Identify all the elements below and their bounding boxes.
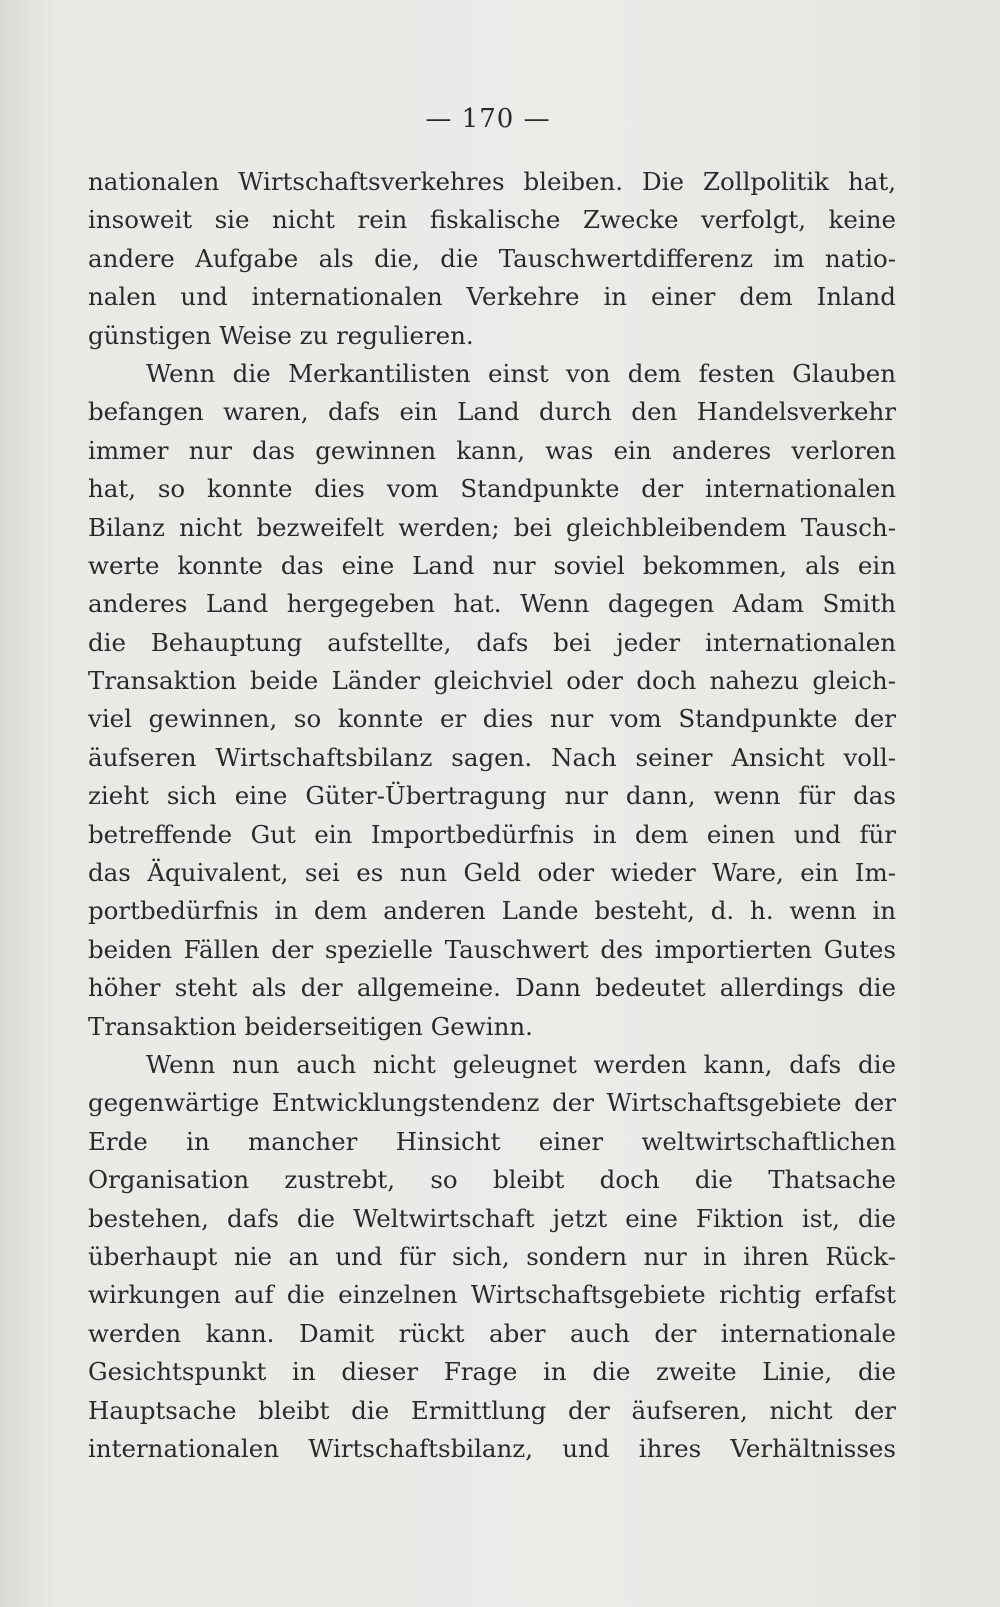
- text-line: Bilanz nicht bezweifelt werden; bei gleichbleibendem Tausch-: [88, 512, 896, 542]
- text-line: Gesichtspunkt in dieser Frage in die zweite Linie, die: [88, 1357, 896, 1387]
- text-line: betreffende Gut ein Importbedürfnis in dem einen und für: [88, 819, 896, 849]
- text-line: nalen und internationalen Verkehre in einer dem Inland: [88, 282, 896, 312]
- text-line: Transaktion beiderseitigen Gewinn.: [88, 1011, 533, 1041]
- text-line: nationalen Wirtschaftsverkehres bleiben. Die Zollpolitik hat,: [88, 167, 896, 196]
- text-line: immer nur das gewinnen kann, was ein anderes verloren: [88, 435, 896, 465]
- text-line: insoweit sie nicht rein fiskalische Zwecke verfolgt, keine: [88, 205, 896, 235]
- page-number: — 170 —: [425, 104, 551, 134]
- text-line: das Äquivalent, sei es nun Geld oder wieder Ware, ein Im-: [88, 858, 896, 888]
- text-line: werden kann. Damit rückt aber auch der internationale: [88, 1318, 896, 1348]
- text-line: andere Aufgabe als die, die Tauschwertdifferenz im natio-: [88, 243, 896, 273]
- text-line: internationalen Wirtschaftsbilanz, und ihres Verhältnisses: [88, 1433, 896, 1463]
- text-line: beiden Fällen der spezielle Tauschwert des importierten Gutes: [88, 934, 896, 964]
- paragraph-first-line: Wenn die Merkantilisten einst von dem festen Glauben: [146, 358, 896, 388]
- text-line: werte konnte das eine Land nur soviel bekommen, als ein: [88, 550, 896, 580]
- text-line: günstigen Weise zu regulieren.: [88, 320, 474, 350]
- paragraph-first-line: Wenn nun auch nicht geleugnet werden kann, dafs die: [146, 1049, 896, 1079]
- text-line: befangen waren, dafs ein Land durch den Handelsverkehr: [88, 397, 896, 427]
- text-line: bestehen, dafs die Weltwirtschaft jetzt eine Fiktion ist, die: [88, 1203, 896, 1233]
- text-line: Erde in mancher Hinsicht einer weltwirtschaftlichen: [88, 1126, 896, 1156]
- text-line: portbedürfnis in dem anderen Lande besteht, d. h. wenn in: [88, 896, 896, 926]
- text-line: äufseren Wirtschaftsbilanz sagen. Nach seiner Ansicht voll-: [88, 742, 896, 772]
- text-line: Transaktion beide Länder gleichviel oder doch nahezu gleich-: [88, 666, 896, 696]
- text-line: höher steht als der allgemeine. Dann bedeutet allerdings die: [88, 973, 896, 1003]
- text-line: Hauptsache bleibt die Ermittlung der äufseren, nicht der: [88, 1395, 896, 1425]
- text-line: Organisation zustrebt, so bleibt doch die Thatsache: [88, 1165, 896, 1195]
- text-line: hat, so konnte dies vom Standpunkte der internationalen: [88, 474, 896, 504]
- text-line: gegenwärtige Entwicklungstendenz der Wirtschaftsgebiete der: [88, 1088, 896, 1118]
- body-text: [88, 163, 896, 1468]
- text-line: wirkungen auf die einzelnen Wirtschaftsgebiete richtig erfafst: [88, 1280, 896, 1310]
- text-line: viel gewinnen, so konnte er dies nur vom Standpunkte der: [88, 704, 896, 734]
- text-line: anderes Land hergegeben hat. Wenn dagegen Adam Smith: [88, 589, 896, 619]
- text-line: überhaupt nie an und für sich, sondern nur in ihren Rück-: [88, 1241, 896, 1271]
- text-line: zieht sich eine Güter-Übertragung nur dann, wenn für das: [88, 781, 896, 811]
- text-line: die Behauptung aufstellte, dafs bei jeder internationalen: [88, 627, 896, 657]
